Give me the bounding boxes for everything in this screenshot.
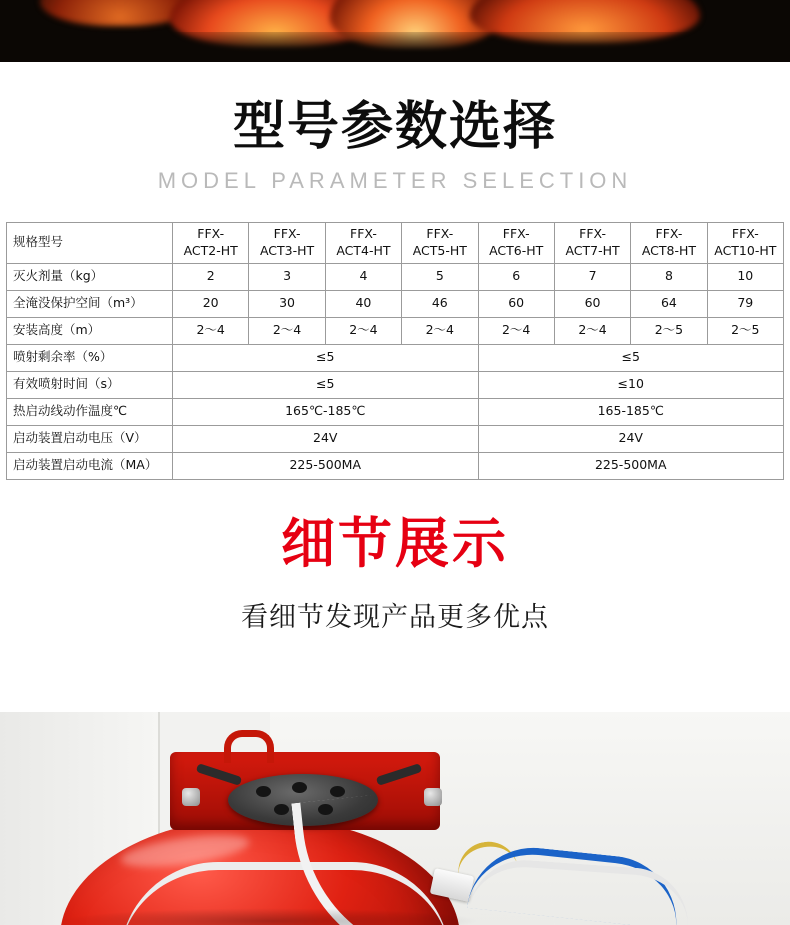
cell-agent-mass-6: 7 xyxy=(554,263,630,290)
model-prefix: FFX- xyxy=(273,225,301,241)
cell-model-7 xyxy=(631,222,707,263)
cell-agent-mass-7: 8 xyxy=(631,263,707,290)
model-prefix: FFX- xyxy=(731,225,759,241)
page-subtitle-en: MODEL PARAMETER SELECTION xyxy=(157,167,633,193)
cell-height-1: 2～4 xyxy=(173,317,249,344)
row-header-model: 规格型号 xyxy=(7,222,173,263)
bracket-bolt-left xyxy=(182,788,200,806)
cell-height-2: 2～4 xyxy=(249,317,325,344)
table-row-protected-volume xyxy=(7,290,784,317)
cell-volume-4: 46 xyxy=(402,290,478,317)
cell-model-2 xyxy=(249,222,325,263)
detail-subtitle: 看细节发现产品更多优点 xyxy=(241,601,549,633)
table-row-start-voltage xyxy=(7,425,784,452)
cell-model-3 xyxy=(325,222,401,263)
cell-height-3: 2～4 xyxy=(325,317,401,344)
row-header-start-voltage: 启动装置启动电压（V） xyxy=(7,425,173,452)
cell-volume-5: 60 xyxy=(478,290,554,317)
cell-height-8: 2～5 xyxy=(707,317,783,344)
hanging-hook xyxy=(224,730,274,763)
cell-thermal-temp-right: 165-185℃ xyxy=(478,398,784,425)
model-prefix: FFX- xyxy=(502,225,530,241)
nozzle-hole xyxy=(330,786,345,797)
nozzle-hole xyxy=(292,782,307,793)
model-prefix: FFX- xyxy=(579,225,606,241)
row-header-start-current: 启动装置启动电流（MA） xyxy=(7,452,173,479)
row-header-thermal-temp: 热启动线动作温度℃ xyxy=(7,398,173,425)
cell-residual-rate-left: ≤5 xyxy=(173,344,479,371)
spec-table xyxy=(6,222,784,480)
nozzle-hole xyxy=(256,786,271,797)
model-suffix: ACT8-HT xyxy=(641,242,697,258)
cell-agent-mass-4: 5 xyxy=(402,263,478,290)
cell-spray-time-right: ≤10 xyxy=(478,371,784,398)
table-row-install-height xyxy=(7,317,784,344)
cell-model-1 xyxy=(173,222,249,263)
section-header xyxy=(0,62,790,194)
detail-section xyxy=(0,480,790,634)
cell-start-voltage-right: 24V xyxy=(478,425,784,452)
cell-agent-mass-1: 2 xyxy=(173,263,249,290)
page-title: 型号参数选择 xyxy=(232,97,557,157)
cell-volume-7: 64 xyxy=(631,290,707,317)
cell-volume-1: 20 xyxy=(173,290,249,317)
model-suffix: ACT2-HT xyxy=(183,242,238,258)
table-row-spray-time xyxy=(7,371,784,398)
row-header-residual-rate: 喷射剩余率（%） xyxy=(7,344,173,371)
model-prefix: FFX- xyxy=(655,225,683,241)
cell-volume-6: 60 xyxy=(554,290,630,317)
model-prefix: FFX- xyxy=(350,225,377,241)
cell-height-4: 2～4 xyxy=(402,317,478,344)
cell-start-current-left: 225-500MA xyxy=(173,452,479,479)
spec-table-wrapper xyxy=(6,222,784,480)
cell-height-7: 2～5 xyxy=(631,317,707,344)
model-prefix: FFX- xyxy=(426,225,454,241)
cell-model-6 xyxy=(554,222,630,263)
table-row-agent-mass xyxy=(7,263,784,290)
model-suffix: ACT4-HT xyxy=(336,242,391,258)
cell-start-current-right: 225-500MA xyxy=(478,452,784,479)
cell-volume-8: 79 xyxy=(707,290,783,317)
banner-gradient-overlay xyxy=(0,32,790,62)
cell-agent-mass-5: 6 xyxy=(478,263,554,290)
cell-model-8 xyxy=(707,222,783,263)
table-row-start-current xyxy=(7,452,784,479)
row-header-install-height: 安装高度（m） xyxy=(7,317,173,344)
table-row-thermal-temp xyxy=(7,398,784,425)
cell-volume-3: 40 xyxy=(325,290,401,317)
cell-agent-mass-3: 4 xyxy=(325,263,401,290)
table-row-residual-rate xyxy=(7,344,784,371)
cell-agent-mass-8: 10 xyxy=(707,263,783,290)
nozzle-hole xyxy=(274,804,289,815)
row-header-agent-mass: 灭火剂量（kg） xyxy=(7,263,173,290)
model-suffix: ACT6-HT xyxy=(489,242,544,258)
cell-height-6: 2～4 xyxy=(554,317,630,344)
cell-volume-2: 30 xyxy=(249,290,325,317)
row-header-protected-volume: 全淹没保护空间（m³） xyxy=(7,290,173,317)
model-suffix: ACT7-HT xyxy=(565,242,620,258)
model-suffix: ACT10-HT xyxy=(714,242,777,258)
cell-residual-rate-right: ≤5 xyxy=(478,344,784,371)
cell-start-voltage-left: 24V xyxy=(173,425,479,452)
table-row-model xyxy=(7,222,784,263)
product-photo xyxy=(0,712,790,925)
cell-model-4 xyxy=(402,222,478,263)
model-suffix: ACT5-HT xyxy=(412,242,467,258)
model-prefix: FFX- xyxy=(197,225,225,241)
cell-model-5 xyxy=(478,222,554,263)
row-header-spray-time: 有效喷射时间（s） xyxy=(7,371,173,398)
fire-banner-image xyxy=(0,0,790,62)
model-suffix: ACT3-HT xyxy=(259,242,315,258)
cell-height-5: 2～4 xyxy=(478,317,554,344)
cell-spray-time-left: ≤5 xyxy=(173,371,479,398)
cell-agent-mass-2: 3 xyxy=(249,263,325,290)
photo-shadow xyxy=(60,908,480,925)
cell-thermal-temp-left: 165℃-185℃ xyxy=(173,398,479,425)
detail-title: 细节展示 xyxy=(281,511,509,575)
